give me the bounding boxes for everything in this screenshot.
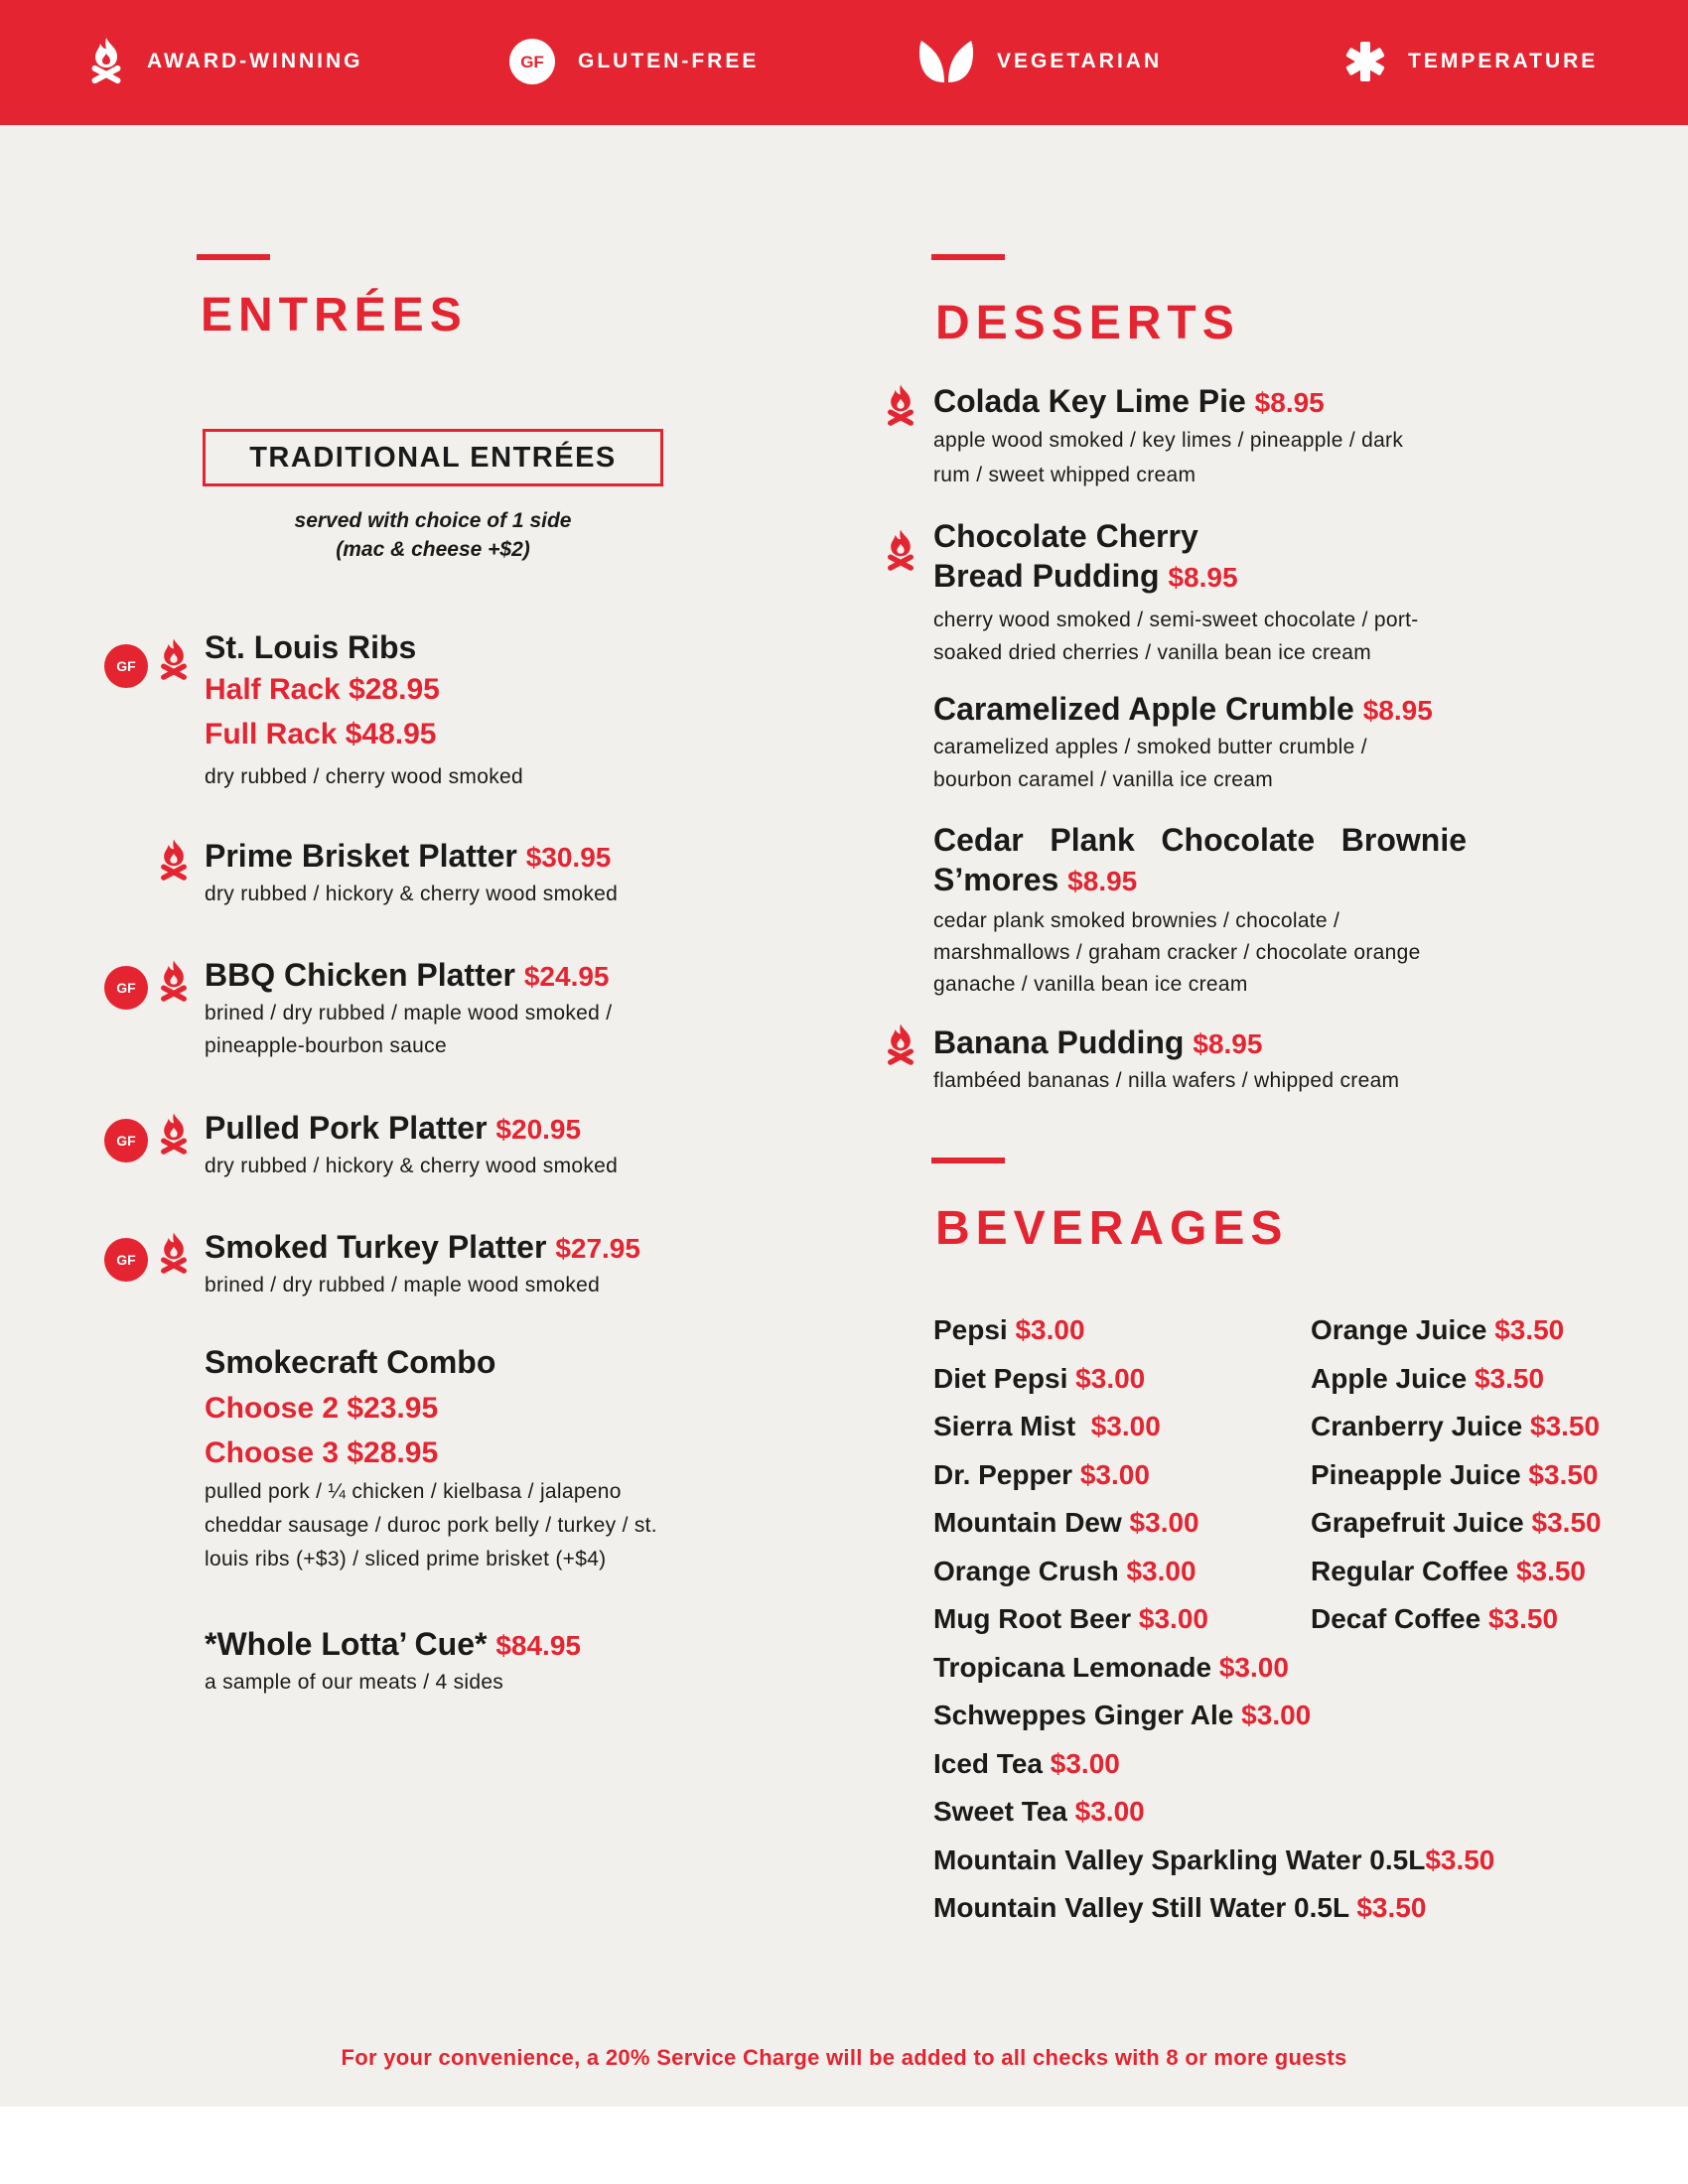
entree-smokecraft-combo — [205, 1342, 657, 1576]
item-desc: a sample of our meats / 4 sides — [205, 1671, 504, 1694]
gf-icon — [103, 1118, 149, 1168]
gf-icon — [508, 38, 556, 85]
beverage-item: Sierra Mist $3.00 — [933, 1411, 1161, 1441]
legend-label: GLUTEN-FREE — [578, 50, 760, 72]
flame-icon — [884, 526, 917, 581]
beverage-item: Apple Juice $3.50 — [1311, 1362, 1545, 1394]
beverage-item: Grapefruit Juice $3.50 — [1311, 1507, 1602, 1538]
item-name: Pulled Pork Platter — [205, 1110, 488, 1146]
dessert-key-lime-pie — [933, 381, 1403, 492]
entrees-rule — [197, 254, 270, 260]
beverages-title: BEVERAGES — [935, 1202, 1289, 1255]
service-charge-note: For your convenience, a 20% Service Charge will be added to all checks with 8 or more guests — [341, 2045, 1347, 2070]
beverage-item: Mountain Valley Still Water 0.5L $3.50 — [933, 1892, 1427, 1923]
item-desc: marshmallows / graham cracker / chocolate orange — [933, 941, 1421, 964]
svg-text:GF: GF — [520, 53, 544, 71]
desserts-title: DESSERTS — [935, 297, 1240, 349]
item-desc: pulled pork / ¼ chicken / kielbasa / jalapeno — [205, 1480, 622, 1503]
item-desc: cheddar sausage / duroc pork belly / turkey / st. — [205, 1514, 657, 1537]
item-desc: ganache / vanilla bean ice cream — [933, 973, 1248, 996]
item-name: Chocolate Cherry — [933, 518, 1198, 554]
svg-text:GF: GF — [116, 980, 136, 996]
gf-icon — [103, 965, 149, 1016]
item-desc: cedar plank smoked brownies / chocolate / — [933, 909, 1340, 932]
dessert-brownie-smores — [933, 820, 1467, 1001]
beverage-item: Schweppes Ginger Ale $3.00 — [933, 1700, 1312, 1730]
beverage-item: Mug Root Beer $3.00 — [933, 1603, 1208, 1634]
dessert-banana-pudding — [933, 1023, 1399, 1097]
legend-label: TEMPERATURE — [1408, 50, 1599, 72]
entree-bbq-chicken — [205, 955, 612, 1062]
beverage-item: Dr. Pepper $3.00 — [933, 1458, 1150, 1490]
flame-icon — [157, 1110, 191, 1164]
legend-bar — [0, 0, 1688, 125]
beverage-item: Orange Crush $3.00 — [933, 1555, 1196, 1586]
item-price: Half Rack $28.95 — [205, 673, 440, 706]
item-price: Full Rack $48.95 — [205, 718, 437, 751]
dessert-apple-crumble — [933, 689, 1433, 796]
item-desc: apple wood smoked / key limes / pineapple / dark — [933, 429, 1404, 452]
item-desc: flambéed bananas / nilla wafers / whipped cream — [933, 1069, 1400, 1092]
traditional-entrees-heading: TRADITIONAL ENTRÉES — [203, 429, 663, 486]
beverage-item: Sweet Tea $3.00 — [933, 1796, 1145, 1827]
gf-icon — [103, 1237, 149, 1288]
flame-icon — [157, 836, 191, 890]
leaf-icon — [917, 39, 975, 84]
entree-pulled-pork — [205, 1108, 618, 1182]
item-price: Choose 2 $23.95 — [205, 1392, 439, 1425]
entrees-side-note: served with choice of 1 side (mac & cheese +$2) — [294, 509, 572, 561]
svg-text:GF: GF — [116, 1252, 136, 1268]
item-price: Choose 3 $28.95 — [205, 1436, 439, 1469]
flame-icon — [157, 1229, 191, 1284]
item-name: BBQ Chicken Platter — [205, 957, 515, 993]
legend-award-winning — [87, 36, 362, 87]
item-price: $8.95 — [1254, 387, 1325, 418]
beverage-item: Tropicana Lemonade $3.00 — [933, 1651, 1289, 1683]
item-desc: dry rubbed / hickory & cherry wood smoked — [205, 1155, 619, 1177]
item-price: $8.95 — [1362, 695, 1433, 726]
item-desc: bourbon caramel / vanilla ice cream — [933, 768, 1273, 791]
item-name: Banana Pudding — [933, 1024, 1185, 1060]
item-name: Bread Pudding — [933, 558, 1160, 594]
beverage-item: Cranberry Juice $3.50 — [1311, 1411, 1601, 1441]
desserts-rule — [931, 254, 1005, 260]
beverage-item: Diet Pepsi $3.00 — [933, 1362, 1146, 1394]
beverage-item: Pepsi $3.00 — [933, 1314, 1085, 1345]
entree-whole-lotta-cue — [205, 1624, 581, 1699]
item-name: Caramelized Apple Crumble — [933, 691, 1354, 727]
legend-label: AWARD-WINNING — [147, 50, 363, 72]
beverage-item: Orange Juice $3.50 — [1311, 1314, 1565, 1345]
entrees-title: ENTRÉES — [201, 289, 468, 341]
item-desc: dry rubbed / cherry wood smoked — [205, 765, 523, 788]
svg-text:GF: GF — [116, 658, 136, 674]
entree-st-louis-ribs — [205, 627, 523, 793]
item-desc: pineapple-bourbon sauce — [205, 1034, 447, 1057]
beverage-item: Pineapple Juice $3.50 — [1311, 1458, 1599, 1490]
item-name: *Whole Lotta’ Cue* — [205, 1626, 488, 1662]
item-price: $30.95 — [525, 842, 612, 873]
item-price: $27.95 — [555, 1233, 640, 1264]
beverages-column-2 — [1311, 1306, 1602, 1644]
dessert-bread-pudding — [933, 516, 1419, 669]
item-name: Cedar Plank Chocolate Brownie — [933, 822, 1468, 858]
item-name: Smoked Turkey Platter — [205, 1229, 547, 1265]
item-desc: brined / dry rubbed / maple wood smoked / — [205, 1002, 613, 1024]
asterisk-icon — [1344, 41, 1386, 82]
flame-icon — [157, 635, 191, 690]
beverage-item: Decaf Coffee $3.50 — [1311, 1603, 1559, 1634]
legend-label: VEGETARIAN — [997, 50, 1163, 72]
beverage-item: Regular Coffee $3.50 — [1311, 1555, 1587, 1586]
item-name: St. Louis Ribs — [205, 629, 417, 665]
svg-text:GF: GF — [116, 1133, 136, 1149]
item-name: S’mores — [933, 862, 1059, 897]
legend-temperature — [1344, 36, 1598, 87]
item-desc: caramelized apples / smoked butter crumble / — [933, 736, 1367, 758]
item-price: $20.95 — [495, 1114, 582, 1145]
flame-icon — [87, 36, 125, 87]
beverage-item: Iced Tea $3.00 — [933, 1747, 1120, 1779]
item-name: Smokecraft Combo — [205, 1344, 496, 1380]
entree-prime-brisket — [205, 836, 618, 910]
item-price: $8.95 — [1193, 1028, 1263, 1059]
item-price: $8.95 — [1067, 866, 1138, 896]
gf-icon — [103, 643, 149, 694]
item-desc: rum / sweet whipped cream — [933, 464, 1196, 486]
item-name: Prime Brisket Platter — [205, 838, 517, 874]
flame-icon — [157, 957, 191, 1012]
item-price: $24.95 — [523, 961, 610, 992]
item-name: Colada Key Lime Pie — [933, 383, 1246, 419]
item-price: $84.95 — [495, 1630, 581, 1661]
beverage-item: Mountain Valley Sparkling Water 0.5L$3.50 — [933, 1843, 1495, 1875]
flame-icon — [884, 1021, 917, 1075]
legend-vegetarian — [917, 36, 1162, 87]
flame-icon — [884, 381, 917, 436]
beverage-item: Mountain Dew $3.00 — [933, 1507, 1199, 1538]
item-desc: soaked dried cherries / vanilla bean ice cream — [933, 641, 1372, 664]
beverages-rule — [931, 1158, 1005, 1163]
item-desc: dry rubbed / hickory & cherry wood smoked — [205, 883, 619, 905]
item-price: $8.95 — [1168, 562, 1238, 593]
item-desc: brined / dry rubbed / maple wood smoked — [205, 1274, 601, 1297]
item-desc: cherry wood smoked / semi-sweet chocolate / port- — [933, 609, 1419, 631]
legend-gluten-free — [508, 36, 759, 87]
item-desc: louis ribs (+$3) / sliced prime brisket (+$4) — [205, 1548, 607, 1570]
entree-smoked-turkey — [205, 1227, 640, 1301]
